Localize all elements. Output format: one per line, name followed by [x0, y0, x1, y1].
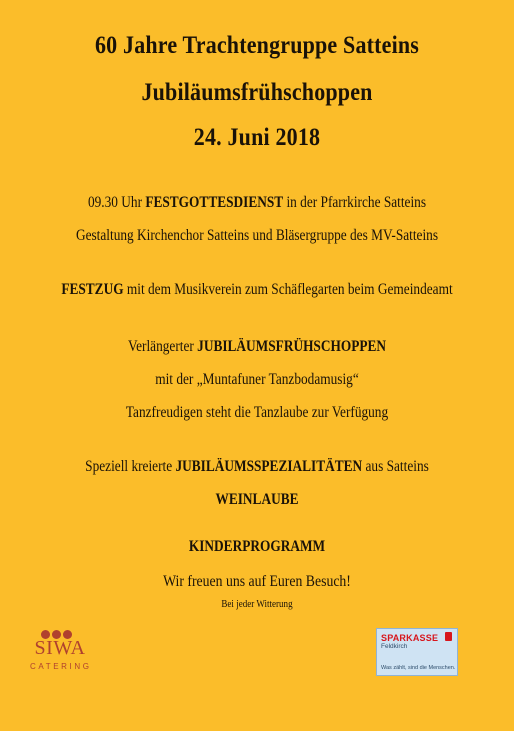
brunch-band: mit der „Muntafuner Tanzbodamusig“ — [155, 371, 359, 388]
wine-arbor: WEINLAUBE — [215, 491, 299, 508]
event-date: 24. Juni 2018 — [193, 124, 321, 151]
mass-place: in der Pfarrkirche Satteins — [286, 194, 427, 211]
mass-time: 09.30 Uhr — [87, 194, 143, 211]
parade-line — [36, 281, 478, 299]
sparkasse-logo — [376, 628, 458, 676]
specialties-title: JUBILÄUMSSPEZIALITÄTEN — [175, 458, 363, 475]
kids-program: KINDERPROGRAMM — [188, 538, 326, 555]
siwa-wordmark: SIWA — [34, 637, 86, 659]
sparkasse-s-icon — [445, 632, 452, 641]
siwa-catering-logo — [30, 626, 90, 674]
mass-line — [36, 194, 478, 212]
mass-design: Gestaltung Kirchenchor Satteins und Bläsergruppe des MV-Satteins — [75, 227, 439, 244]
brunch-prefix: Verlängerter — [127, 338, 194, 355]
thanks-line: Wir freuen uns auf Euren Besuch! — [163, 573, 351, 590]
parade-title: FESTZUG — [61, 281, 124, 298]
weather-note: Bei jeder Witterung — [221, 599, 293, 610]
brunch-line — [36, 338, 478, 356]
sparkasse-name: SPARKASSE — [381, 633, 439, 643]
sparkasse-slogan: Was zählt, sind die Menschen. — [381, 665, 456, 671]
siwa-subline: CATERING — [30, 662, 92, 671]
brunch-title: JUBILÄUMSFRÜHSCHOPPEN — [197, 338, 387, 355]
parade-text: mit dem Musikverein zum Schäflegarten beim Gemeindeamt — [126, 281, 453, 298]
mass-title: FESTGOTTESDIENST — [145, 194, 284, 211]
specialties-line — [36, 458, 478, 476]
specialties-prefix: Speziell kreierte — [85, 458, 173, 475]
event-title: 60 Jahre Trachtengruppe Satteins — [94, 32, 420, 59]
event-subtitle: Jubiläumsfrühschoppen — [141, 79, 373, 106]
specialties-suffix: aus Satteins — [365, 458, 429, 475]
sparkasse-city: Feldkirch — [381, 643, 408, 650]
brunch-dance: Tanzfreudigen steht die Tanzlaube zur Verfügung — [125, 404, 389, 421]
